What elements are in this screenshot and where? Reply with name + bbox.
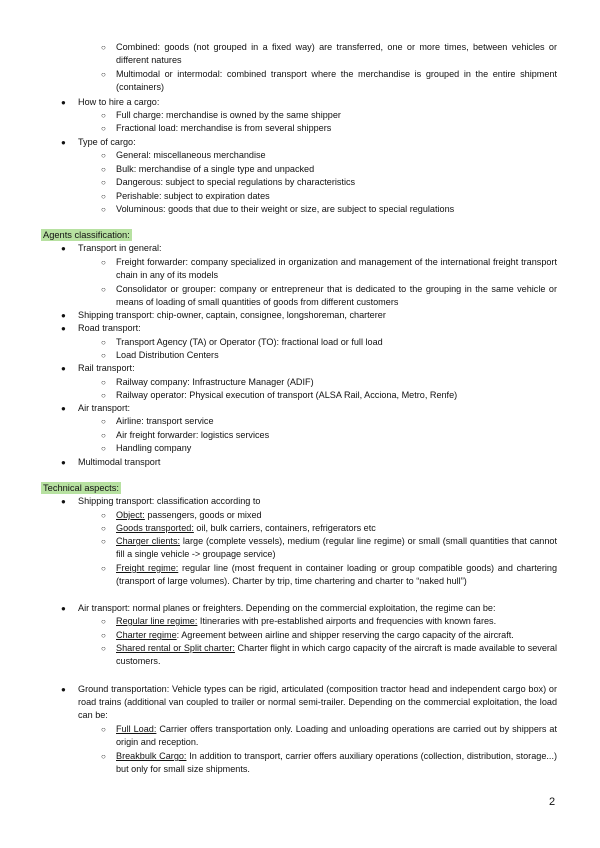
circle-bullet-icon: ○ xyxy=(101,391,106,400)
definition: Carrier offers transportation only. Loading and unloading operations are carried out by shippers at origin and reception. xyxy=(116,724,558,747)
definition: Charter flight in which cargo capacity of the aircraft is made available to several customers. xyxy=(116,643,557,666)
list-item: General: miscellaneous merchandise xyxy=(116,150,266,160)
term: Freight regime: xyxy=(116,563,179,573)
definition: passengers, goods or mixed xyxy=(144,510,262,520)
disc-bullet-icon: ● xyxy=(61,404,66,413)
list-item: Type of cargo: xyxy=(78,137,136,147)
term: Regular line regime: xyxy=(116,616,198,626)
term: Object: xyxy=(116,510,145,520)
circle-bullet-icon: ○ xyxy=(101,178,106,187)
list-item xyxy=(116,535,557,561)
list-item: Railway company: Infrastructure Manager (ADIF) xyxy=(116,377,314,387)
circle-bullet-icon: ○ xyxy=(101,644,106,653)
circle-bullet-icon: ○ xyxy=(101,752,106,761)
circle-bullet-icon: ○ xyxy=(101,444,106,453)
list-item: Bulk: merchandise of a single type and unpacked xyxy=(116,164,315,174)
list-item: Multimodal or intermodal: combined transport where the merchandise is grouped in the entire shipment (containers) xyxy=(116,69,557,92)
definition: large (complete vessels), medium (regular line regime) or small (small quantities that cannot fill a single vehicle -> groupage service) xyxy=(116,536,557,559)
page-number: 2 xyxy=(549,796,556,808)
list-item xyxy=(116,522,376,535)
list-item xyxy=(116,723,557,749)
circle-bullet-icon: ○ xyxy=(101,378,106,387)
list-item: Air transport: normal planes or freighters. Depending on the commercial exploitation, the regime can be: xyxy=(78,603,496,613)
circle-bullet-icon: ○ xyxy=(101,151,106,160)
list-item: Railway operator: Physical execution of transport (ALSA Rail, Acciona, Metro, Renfe) xyxy=(116,390,458,400)
list-item: Dangerous: subject to special regulations by characteristics xyxy=(116,177,356,187)
circle-bullet-icon: ○ xyxy=(101,725,106,734)
list-item xyxy=(116,615,496,628)
disc-bullet-icon: ● xyxy=(61,497,66,506)
section-heading-technical: Technical aspects: xyxy=(43,483,119,493)
list-item: Consolidator or grouper: company or entrepreneur that is dedicated to the grouping in the same vehicle or means of loading of small quantities of goods from different customers xyxy=(116,284,557,307)
list-item xyxy=(116,642,557,668)
list-item: Transport Agency (TA) or Operator (TO): fractional load or full load xyxy=(116,337,383,347)
term: Charter regime xyxy=(116,630,177,640)
definition: In addition to transport, carrier offers auxiliary operations (collection, distribution, storage...) but only for small size shipments. xyxy=(116,751,557,774)
list-item: Perishable: subject to expiration dates xyxy=(116,191,270,201)
list-item: Shipping transport: classification according to xyxy=(78,496,261,506)
definition: regular line (most frequent in container loading or group compatible goods) and chartering (transport of large volumes). Charter by trip, time chartering and charter to “naked hull”) xyxy=(116,563,558,586)
list-item: Fractional load: merchandise is from several shippers xyxy=(116,123,332,133)
disc-bullet-icon: ● xyxy=(61,138,66,147)
list-item: Combined: goods (not grouped in a fixed way) are transferred, one or more times, between vehicles or different natures xyxy=(116,42,557,65)
disc-bullet-icon: ● xyxy=(61,311,66,320)
list-item: Transport in general: xyxy=(78,243,162,253)
circle-bullet-icon: ○ xyxy=(101,43,106,52)
list-item xyxy=(116,562,557,588)
list-item: Shipping transport: chip-owner, captain, consignee, longshoreman, charterer xyxy=(78,310,386,320)
circle-bullet-icon: ○ xyxy=(101,564,106,573)
circle-bullet-icon: ○ xyxy=(101,524,106,533)
disc-bullet-icon: ● xyxy=(61,364,66,373)
disc-bullet-icon: ● xyxy=(61,324,66,333)
term: Breakbulk Cargo: xyxy=(116,751,187,761)
term: Full Load: xyxy=(116,724,157,734)
circle-bullet-icon: ○ xyxy=(101,511,106,520)
circle-bullet-icon: ○ xyxy=(101,70,106,79)
disc-bullet-icon: ● xyxy=(61,458,66,467)
circle-bullet-icon: ○ xyxy=(101,124,106,133)
definition: Itineraries with pre-established airports and frequencies with known fares. xyxy=(197,616,497,626)
term: Goods transported: xyxy=(116,523,194,533)
list-item: Road transport: xyxy=(78,323,141,333)
circle-bullet-icon: ○ xyxy=(101,205,106,214)
term: Charger clients: xyxy=(116,536,181,546)
circle-bullet-icon: ○ xyxy=(101,338,106,347)
list-item: Rail transport: xyxy=(78,363,135,373)
circle-bullet-icon: ○ xyxy=(101,165,106,174)
disc-bullet-icon: ● xyxy=(61,98,66,107)
disc-bullet-icon: ● xyxy=(61,685,66,694)
disc-bullet-icon: ● xyxy=(61,604,66,613)
list-item: How to hire a cargo: xyxy=(78,97,160,107)
list-item: Freight forwarder: company specialized in organization and management of the international freight transport chain in any of its models xyxy=(116,257,557,280)
list-item: Load Distribution Centers xyxy=(116,350,219,360)
list-item: Voluminous: goods that due to their weight or size, are subject to special regulations xyxy=(116,204,455,214)
term: Shared rental or Split charter: xyxy=(116,643,235,653)
list-item: Ground transportation: Vehicle types can be rigid, articulated (composition tractor head and independent cargo box) or road trains (additional van coupled to trailer or normal semi-trailer. Depending on the commercial exploitation, the load can be: xyxy=(78,684,557,720)
list-item xyxy=(116,509,262,522)
circle-bullet-icon: ○ xyxy=(101,537,106,546)
circle-bullet-icon: ○ xyxy=(101,111,106,120)
section-heading-agents: Agents classification: xyxy=(43,230,130,240)
list-item: Multimodal transport xyxy=(78,457,161,467)
circle-bullet-icon: ○ xyxy=(101,351,106,360)
list-item xyxy=(116,629,514,642)
circle-bullet-icon: ○ xyxy=(101,192,106,201)
list-item: Air transport: xyxy=(78,403,131,413)
definition: oil, bulk carriers, containers, refrigerators etc xyxy=(193,523,376,533)
list-item: Handling company xyxy=(116,443,192,453)
list-item xyxy=(116,750,557,776)
list-item: Full charge: merchandise is owned by the same shipper xyxy=(116,110,341,120)
circle-bullet-icon: ○ xyxy=(101,431,106,440)
circle-bullet-icon: ○ xyxy=(101,285,106,294)
circle-bullet-icon: ○ xyxy=(101,631,106,640)
circle-bullet-icon: ○ xyxy=(101,258,106,267)
list-item: Airline: transport service xyxy=(116,416,214,426)
circle-bullet-icon: ○ xyxy=(101,617,106,626)
circle-bullet-icon: ○ xyxy=(101,417,106,426)
list-item: Air freight forwarder: logistics services xyxy=(116,430,270,440)
disc-bullet-icon: ● xyxy=(61,244,66,253)
definition: : Agreement between airline and shipper reserving the cargo capacity of the aircraft. xyxy=(176,630,514,640)
